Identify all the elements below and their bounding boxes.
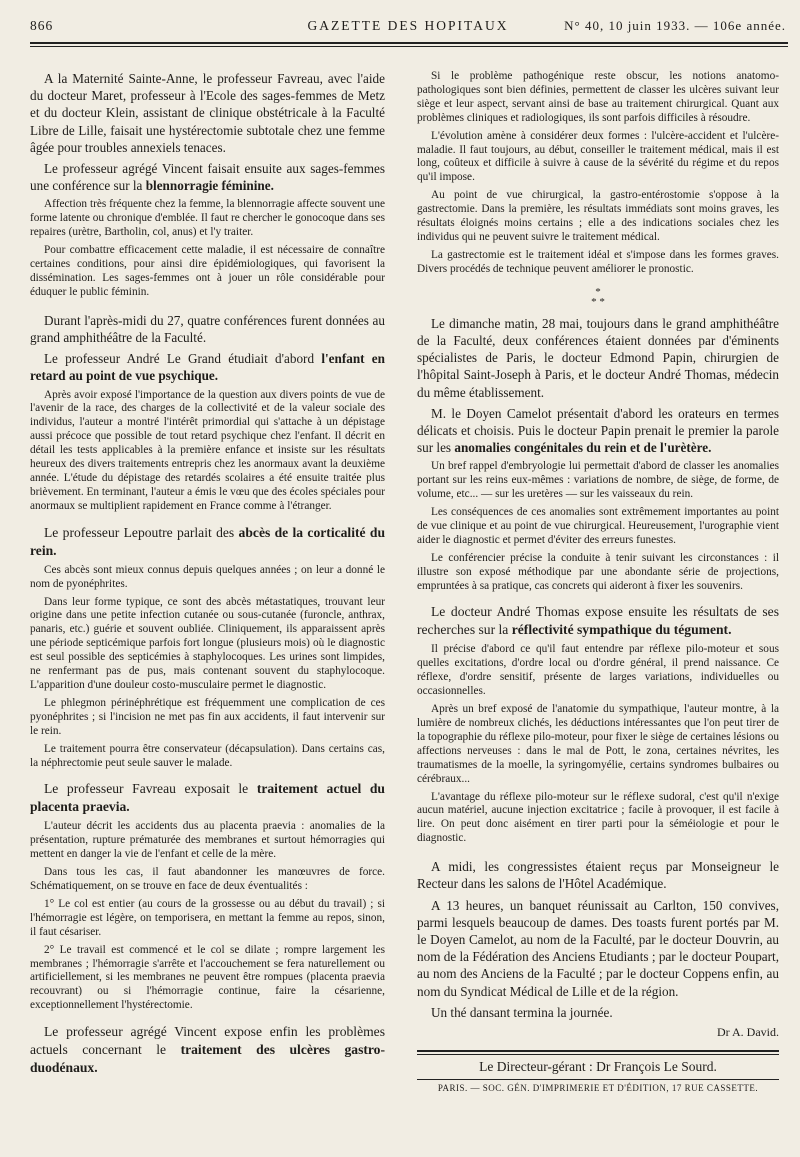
publisher-director: Le Directeur-gérant : Dr François Le Sourd. — [479, 1058, 717, 1074]
signature: Dr A. David. — [717, 1024, 779, 1039]
paragraph: Le professeur agrégé Vincent expose enfin les problèmes actuels concernant le traitement des ulcères gastro-duodénaux. — [30, 1024, 385, 1076]
paragraph: L'auteur décrit les accidents dus au placenta praevia : anomalies de la présentation, rupture prématurée des membranes et surtout hémorragies qui mettent en danger la vie de l'enfant et celle de la mère. — [30, 820, 385, 861]
paragraph: Après avoir exposé l'importance de la question aux divers points de vue de l'avenir de la race, des charges de la collectivité et de la valeur sociale des individus, l'auteur a montré l'intérêt primordial qui s'attache à un dépistage aussi précoce que possible de tout retard psychique chez l'enfant. Il décrit en détail les tests applicables à la première enfance et insiste sur les résultats heureux des divers traitements entrepris chez les anormaux avant la deuxième année. L'étude du dépistage des retardés scolaires a été ensuite traitée plus brièvement. En terminant, l'auteur a émis le vœu que des écoles spéciales pour anormaux se multiplient rapidement en France comme à l'étranger. — [30, 388, 385, 512]
paragraph: 2° Le travail est commencé et le col se dilate ; rompre largement les membranes ; l'hémorragie s'arrête et l'accouchement se fera naturellement ou artificiellement, si les membranes ne peuvent être rompues (placenta praevia recouvrant) ou si l'hémorragie continue, faire la césarienne, exceptionnellement l'hystérectomie. — [30, 943, 385, 1012]
topic-heading: traitement des ulcères gastro-duodénaux. — [30, 1042, 385, 1076]
paragraph: L'évolution amène à considérer deux formes : l'ulcère-accident et l'ulcère-maladie. Il faut toujours, au début, conseiller le traitement médical, mais il est long, coûteux et difficile à suivre à cause de la sévérité du régime et du repos qu'il impose. — [417, 129, 779, 184]
header-rule-thin — [30, 46, 788, 47]
header-rule — [30, 42, 788, 44]
paragraph: M. le Doyen Camelot présentait d'abord les orateurs en termes délicats et choisis. Puis le docteur Papin prenait le premier la parole sur les anomalies congénitales du rein et de l'urètère. — [417, 405, 779, 456]
paragraph: Dans tous les cas, il faut abandonner les manœuvres de force. Schématiquement, on se trouve en face de deux éventualités : — [30, 866, 385, 893]
paragraph: Le professeur agrégé Vincent faisait ensuite aux sages-femmes une conférence sur la blennorragie féminine. — [30, 161, 385, 194]
footer-rule — [417, 1050, 779, 1052]
topic-heading: abcès de la corticalité du rein. — [30, 524, 385, 558]
paragraph: A 13 heures, un banquet réunissait au Carlton, 150 convives, parmi lesquels beaucoup de dames. Des toasts furent portés par M. le Doyen Camelot, au nom de la Faculté, par le docteur Douvrin, au nom de la Fédération des Anciens Etudiants ; par le docteur Poupart, au nom des Anciens de la Faculté ; par le docteur Coppens enfin, au nom du Syndicat Médical de Lille et de la région. — [417, 897, 779, 999]
topic-heading: anomalies congénitales du rein et de l'urètère. — [454, 440, 712, 456]
topic-heading: l'enfant en retard au point de vue psychique. — [30, 351, 385, 384]
paragraph: Un bref rappel d'embryologie lui permettait d'abord de classer les anomalies portant sur les reins eux-mêmes : variations de nombre, de siège, de forme, de volume, etc... — sur les uretères — sur les vaisseaux du rein. — [417, 460, 779, 501]
topic-heading: blennorragie féminine. — [145, 178, 274, 194]
page-number: 866 — [30, 18, 54, 33]
left-column — [30, 70, 385, 1115]
page-header — [30, 0, 786, 40]
right-column — [417, 70, 779, 1115]
paragraph: Le traitement pourra être conservateur (décapsulation). Dans certains cas, la néphrectomie peut seule sauver le malade. — [30, 742, 385, 769]
paragraph: 1° Le col est entier (au cours de la grossesse ou au début du travail) ; si l'hémorragie est légère, on temporisera, en mettant la femme au repos, sinon, il faut césariser. — [30, 897, 385, 938]
topic-heading: réflectivité sympathique du tégument. — [511, 622, 732, 638]
paragraph: Il précise d'abord ce qu'il faut entendre par réflexe pilo-moteur et sous quelles excitations, d'ordre local ou d'ordre général, il prend naissance. Ce réflexe, d'ordre sensitif, présente de larges variations, individuelles ou occasionnelles. — [417, 643, 779, 698]
paragraph: A midi, les congressistes étaient reçus par Monseigneur le Recteur dans les salons de l'Hôtel Académique. — [417, 859, 779, 892]
issue-info: N° 40, 10 juin 1933. — 106e année. — [564, 18, 786, 33]
section-separator: * * * — [591, 285, 605, 308]
paragraph: Dans leur forme typique, ce sont des abcès métastatiques, trouvant leur origine dans une petite infection cutanée ou sous-cutanée (furoncle, anthrax, panaris, etc.) guérie et souvent oubliée. Cliniquement, ils apparaissent après une période septicémique parfois fort longue (plusieurs mois) où le diagnostic est seul possible des septicémies à staphylocoques. Les urines sont limpides, ne renfermant pas de pus, mais contenant souvent du staphylocoque. L'apparition d'une douleur costo-musculaire permet le diagnostic. — [30, 595, 385, 691]
paragraph: Les conséquences de ces anomalies sont extrêmement importantes au point de vue clinique et au point de vue chirurgical. Heureusement, l'urographie vient aider le diagnostic et permet d'éviter des erreurs funestes. — [417, 506, 779, 546]
paragraph: Durant l'après-midi du 27, quatre conférences furent données au grand amphithéâtre de la Faculté. — [30, 312, 385, 345]
paragraph: Un thé dansant termina la journée. — [431, 1004, 613, 1020]
paragraph: A la Maternité Sainte-Anne, le professeur Favreau, avec l'aide du docteur Maret, professeur à l'Ecole des sages-femmes de Metz et du docteur Klein, assistant de clinique obstétricale à la Faculté Libre de Lille, faisait une hystérectomie subtotale chez une femme âgée pour troubles annexiels tenaces. — [30, 71, 385, 155]
paragraph: Le phlegmon périnéphrétique est fréquemment une complication de ces pyonéphrites ; si l'incision ne met pas fin aux accidents, il faut intervenir sur le rein. — [30, 696, 385, 737]
paragraph: Affection très fréquente chez la femme, la blennorragie affecte souvent une forme latente ou chronique d'emblée. Il faut re chercher le gonocoque dans ses repaires (urètre, Bartholin, col, anus) et l'y traiter. — [30, 198, 385, 239]
printer-line: PARIS. — SOC. GÉN. D'IMPRIMERIE ET D'ÉDITION, 17 RUE CASSETTE. — [417, 1079, 779, 1093]
paragraph: L'avantage du réflexe pilo-moteur sur le réflexe sudoral, c'est qu'il n'exige aucun matériel, aucune injection excitatrice ; facile à provoquer, il est facile à lire. On peut donc aisément en tirer parti pour la séméiologie et pour le diagnostic. — [417, 790, 779, 845]
journal-title: GAZETTE DES HOPITAUX — [307, 18, 509, 33]
paragraph: Le dimanche matin, 28 mai, toujours dans le grand amphithéâtre de la Faculté, deux conférences étaient données par d'éminents spécialistes de Paris, le docteur Edmond Papin, chirurgien de l'hôpital Saint-Joseph à Paris, et le docteur André Thomas, médecin du même établissement. — [417, 315, 779, 400]
paragraph: Si le problème pathogénique reste obscur, les notions anatomo-pathologiques sont bien définies, permettent de classer les ulcères suivant leur siège et leur aspect, servant ainsi de base au traitement chirurgical. Quant aux problèmes cliniques et radiologiques, ils sont parfois difficiles à résoudre. — [417, 70, 779, 124]
paragraph: Pour combattre efficacement cette maladie, il est nécessaire de connaître certaines conditions, pour ainsi dire épidémiologiques, qui favorisent la dissémination. Les sages-femmes ont à jouer un rôle considérable pour éduquer le public féminin. — [30, 244, 385, 298]
paragraph: Le professeur André Le Grand étudiait d'abord l'enfant en retard au point de vue psychique. — [30, 351, 385, 384]
paragraph: Le docteur André Thomas expose ensuite les résultats de ses recherches sur la réflectivité sympathique du tégument. — [417, 604, 779, 638]
paragraph: Le professeur Lepoutre parlait des abcès de la corticalité du rein. — [30, 524, 385, 558]
paragraph: Le conférencier précise la conduite à tenir suivant les circonstances : il illustre son exposé méthodique par une abondante série de projections, empruntées à sa pratique, cas concrets qui aideront à fixer les souvenirs. — [417, 551, 779, 592]
footer-rule-thin — [417, 1054, 779, 1055]
paragraph: Ces abcès sont mieux connus depuis quelques années ; on leur a donné le nom de pyonéphrites. — [30, 563, 385, 590]
paragraph: Le professeur Favreau exposait le traitement actuel du placenta praevia. — [30, 781, 385, 815]
paragraph: La gastrectomie est le traitement idéal et s'impose dans les formes graves. Divers procédés de technique peuvent améliorer le pronostic. — [417, 248, 779, 275]
paragraph: Au point de vue chirurgical, la gastro-entérostomie s'oppose à la gastrectomie. Dans la première, les résultats immédiats sont moins graves, les résultats éloignés moins certains ; elle a des indications sociales chez les individus qui ne peuvent suivre le traitement médical. — [417, 189, 779, 243]
topic-heading: traitement actuel du placenta praevia. — [30, 781, 385, 815]
paragraph: Après un bref exposé de l'anatomie du sympathique, l'auteur montre, à la lumière de nombreux clichés, les déductions intéressantes que l'on peut tirer de la topographie du réflexe pilo-moteur, pour fixer le siège de certaines lésions ou affections nerveuses : dans le mal de Pott, le zona, certaines névrites, les traumatismes de la moelle, la syringomyélie, certains syndromes bulbaires ou cérébraux... — [417, 703, 779, 785]
